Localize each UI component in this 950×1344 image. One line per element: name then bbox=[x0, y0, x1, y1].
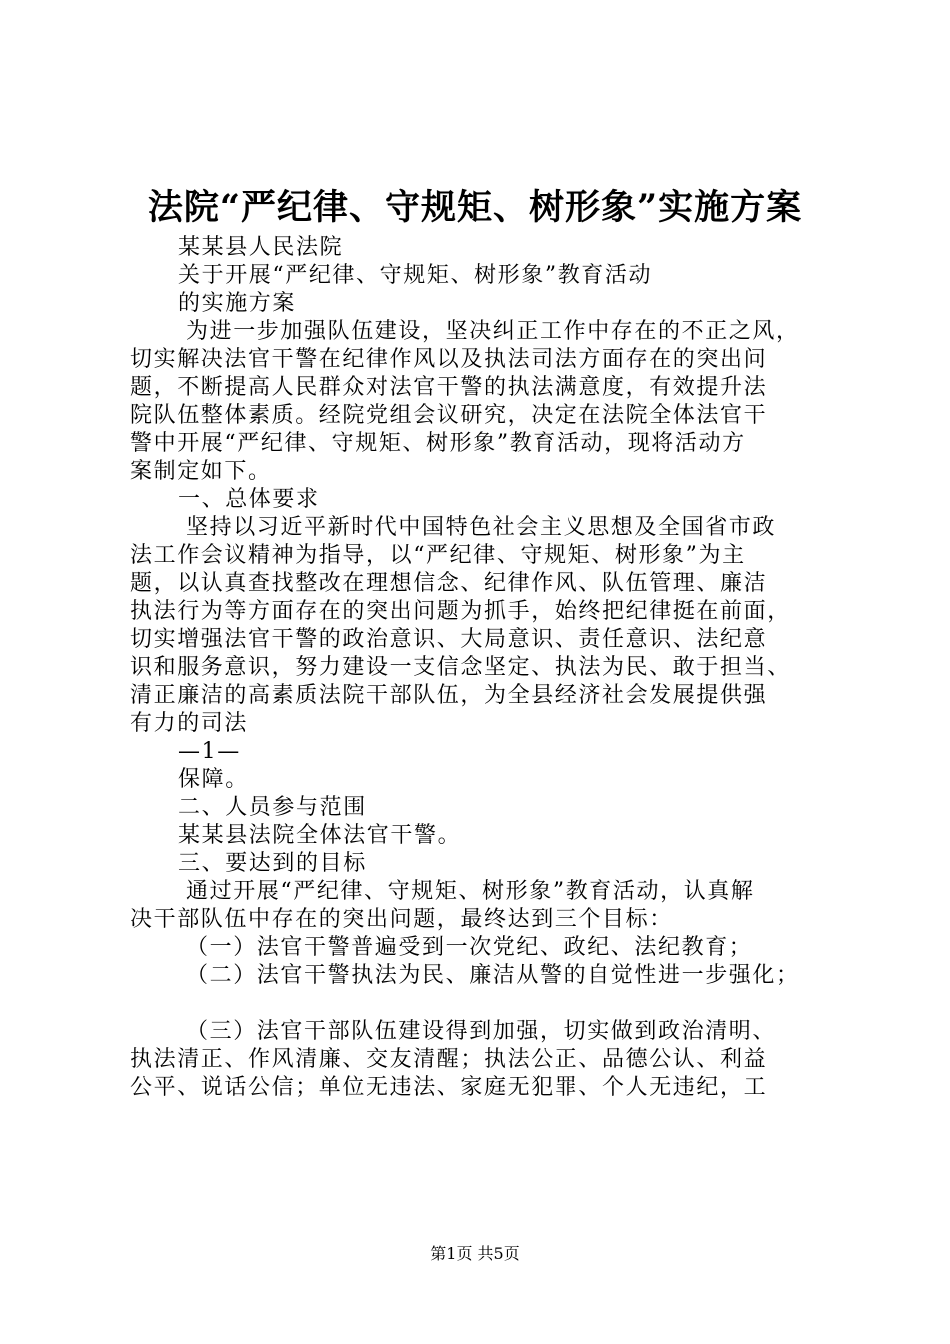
body-line: 识和服务意识，努力建设一支信念坚定、执法为民、敢于担当、 bbox=[130, 655, 791, 680]
body-line: 警中开展“严纪律、守规矩、树形象”教育活动，现将活动方 bbox=[130, 431, 746, 456]
body-line: 执法行为等方面存在的突出问题为抓手，始终把纪律挺在前面， bbox=[130, 599, 791, 624]
body-line: 有力的司法 bbox=[130, 711, 249, 736]
body-line: 执法清正、作风清廉、交友清醒；执法公正、品德公认、利益 bbox=[130, 1047, 768, 1072]
body-line: 为进一步加强队伍建设，坚决纠正工作中存在的不正之风， bbox=[186, 319, 800, 344]
body-line: 题，以认真查找整改在理想信念、纪律作风、队伍管理、廉洁 bbox=[130, 571, 768, 596]
body-line: 题，不断提高人民群众对法官干警的执法满意度，有效提升法 bbox=[130, 375, 768, 400]
body-line: 切实增强法官干警的政治意识、大局意识、责任意识、法纪意 bbox=[130, 627, 768, 652]
document-body bbox=[130, 234, 830, 1102]
body-line: 一、总体要求 bbox=[178, 487, 320, 512]
body-line: 案制定如下。 bbox=[130, 459, 272, 484]
body-line: 关于开展“严纪律、守规矩、树形象”教育活动 bbox=[178, 263, 653, 288]
blank-line bbox=[130, 990, 830, 1018]
body-line: 法工作会议精神为指导，以“严纪律、守规矩、树形象”为主 bbox=[130, 543, 746, 568]
body-line: —1— bbox=[178, 739, 241, 764]
body-line: 三、要达到的目标 bbox=[178, 851, 367, 876]
body-line: （一）法官干警普遍受到一次党纪、政纪、法纪教育； bbox=[186, 935, 753, 960]
page-footer: 第1页 共5页 bbox=[430, 1244, 520, 1263]
body-line: 坚持以习近平新时代中国特色社会主义思想及全国省市政 bbox=[186, 515, 777, 540]
body-line: 决干部队伍中存在的突出问题，最终达到三个目标： bbox=[130, 907, 673, 932]
body-line: 二、人员参与范围 bbox=[178, 795, 367, 820]
document-title: 法院“严纪律、守规矩、树形象”实施方案 bbox=[147, 187, 803, 228]
body-line: （三）法官干部队伍建设得到加强，切实做到政治清明、 bbox=[186, 1019, 777, 1044]
body-line: 院队伍整体素质。经院党组会议研究，决定在法院全体法官干 bbox=[130, 403, 768, 428]
body-line: 某某县法院全体法官干警。 bbox=[178, 823, 462, 848]
body-line: 清正廉洁的高素质法院干部队伍，为全县经济社会发展提供强 bbox=[130, 683, 768, 708]
body-line: （二）法官干警执法为民、廉洁从警的自觉性进一步强化； bbox=[186, 963, 800, 988]
body-line: 保障。 bbox=[178, 767, 249, 792]
body-line: 的实施方案 bbox=[178, 291, 297, 316]
body-line: 公平、说话公信；单位无违法、家庭无犯罪、个人无违纪，工 bbox=[130, 1075, 768, 1100]
body-line: 切实解决法官干警在纪律作风以及执法司法方面存在的突出问 bbox=[130, 347, 768, 372]
body-line: 某某县人民法院 bbox=[178, 235, 344, 260]
body-line: 通过开展“严纪律、守规矩、树形象”教育活动，认真解 bbox=[186, 879, 755, 904]
